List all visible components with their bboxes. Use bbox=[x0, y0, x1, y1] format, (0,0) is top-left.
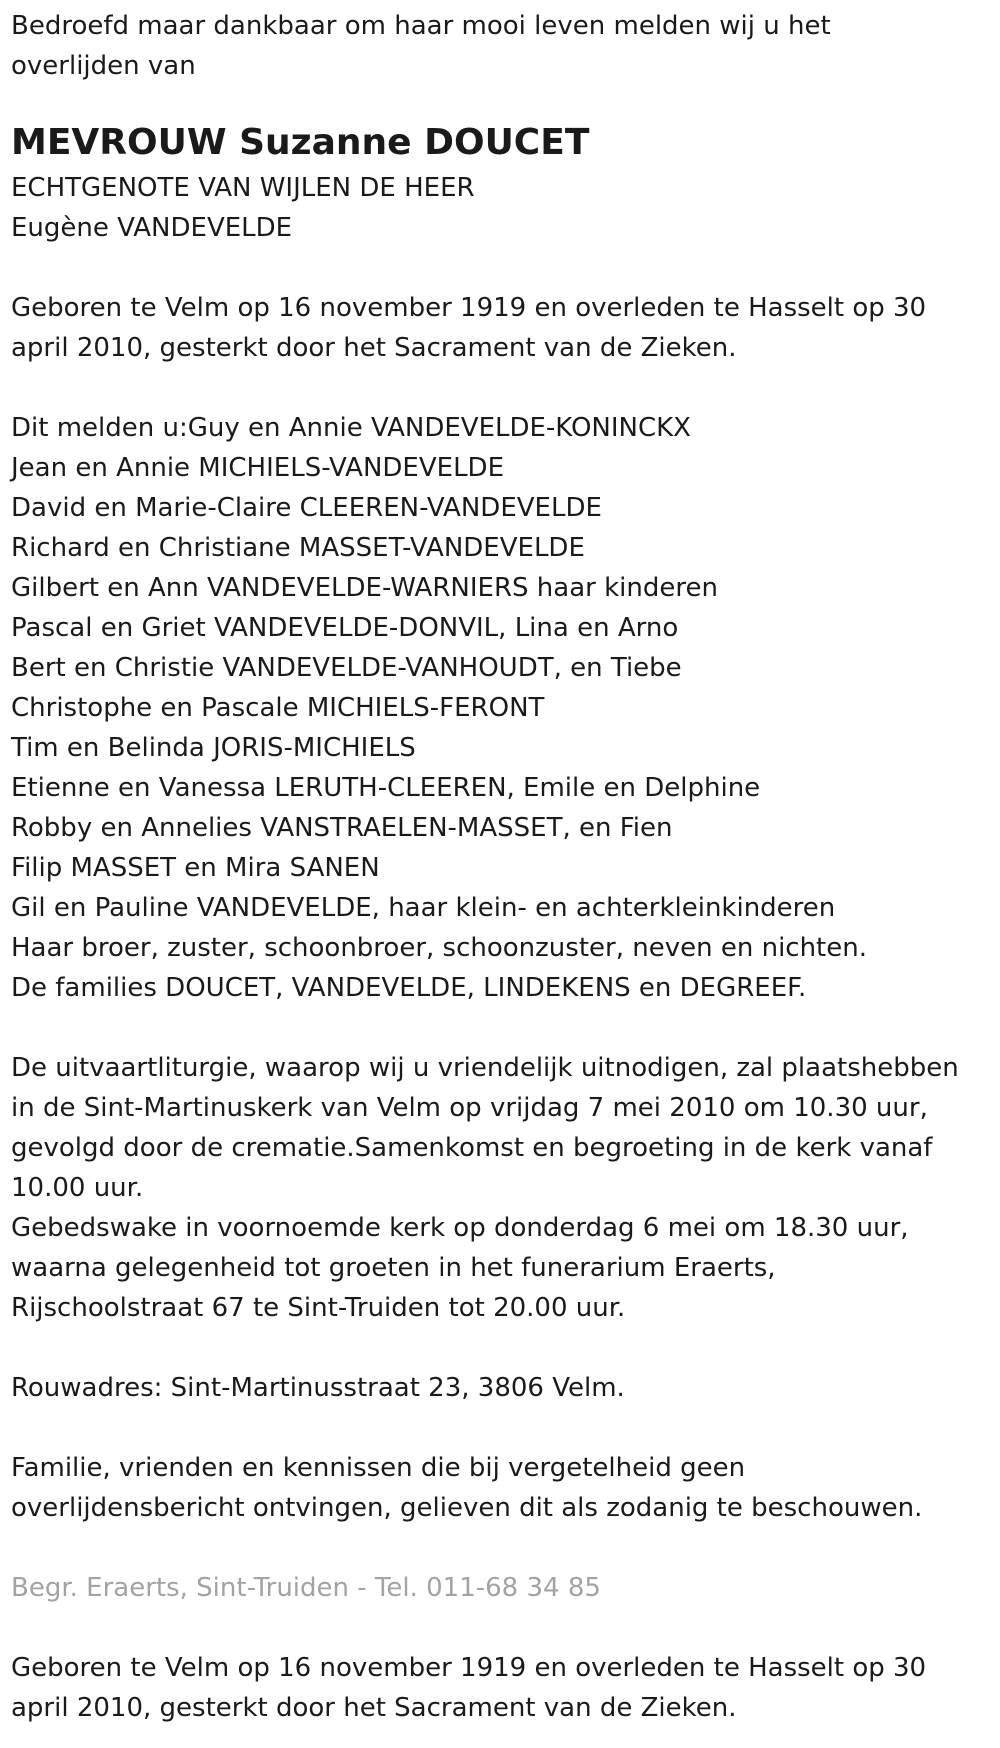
family-line: Gilbert en Ann VANDEVELDE-WARNIERS haar kinderen bbox=[11, 573, 718, 603]
family-line: Richard en Christiane MASSET-VANDEVELDE bbox=[11, 533, 585, 563]
mourning-address: Rouwadres: Sint-Martinusstraat 23, 3806 Velm. bbox=[11, 1373, 625, 1403]
funeral-line: De uitvaartliturgie, waarop wij u vriendelijk uitnodigen, zal plaatshebben bbox=[11, 1053, 959, 1083]
deceased-name: MEVROUW Suzanne DOUCET bbox=[11, 122, 590, 163]
spouse-line: Eugène VANDEVELDE bbox=[11, 213, 293, 243]
birth-death-line: april 2010, gesterkt door het Sacrament van de Zieken. bbox=[11, 1693, 737, 1723]
spacer bbox=[11, 1528, 986, 1568]
funeral-line: Gebedswake in voornoemde kerk op donderdag 6 mei om 18.30 uur, bbox=[11, 1213, 909, 1243]
family-line: Tim en Belinda JORIS-MICHIELS bbox=[11, 733, 416, 763]
intro-line: Bedroefd maar dankbaar om haar mooi leven melden wij u het bbox=[11, 11, 831, 41]
birth-death-line: Geboren te Velm op 16 november 1919 en overleden te Hasselt op 30 bbox=[11, 1653, 927, 1683]
spouse-section bbox=[11, 168, 986, 248]
family-line: Filip MASSET en Mira SANEN bbox=[11, 853, 380, 883]
funeral-line: gevolgd door de crematie.Samenkomst en begroeting in de kerk vanaf bbox=[11, 1133, 933, 1163]
birth-death-section bbox=[11, 288, 986, 368]
family-line: Robby en Annelies VANSTRAELEN-MASSET, en Fien bbox=[11, 813, 673, 843]
spacer bbox=[11, 1328, 986, 1368]
family-section bbox=[11, 408, 986, 1008]
spacer bbox=[11, 86, 986, 120]
family-line: Jean en Annie MICHIELS-VANDEVELDE bbox=[11, 453, 505, 483]
spacer bbox=[11, 1008, 986, 1048]
spacer bbox=[11, 1608, 986, 1648]
spacer bbox=[11, 1408, 986, 1448]
spacer bbox=[11, 248, 986, 288]
family-line: Christophe en Pascale MICHIELS-FERONT bbox=[11, 693, 545, 723]
funeral-line: 10.00 uur. bbox=[11, 1173, 144, 1203]
family-line: Dit melden u:Guy en Annie VANDEVELDE-KONINCKX bbox=[11, 413, 691, 443]
intro-section bbox=[11, 6, 986, 86]
family-line: Bert en Christie VANDEVELDE-VANHOUDT, en Tiebe bbox=[11, 653, 682, 683]
funeral-line: in de Sint-Martinuskerk van Velm op vrijdag 7 mei 2010 om 10.30 uur, bbox=[11, 1093, 928, 1123]
notice-line: overlijdensbericht ontvingen, gelieven dit als zodanig te beschouwen. bbox=[11, 1493, 923, 1523]
spouse-line: ECHTGENOTE VAN WIJLEN DE HEER bbox=[11, 173, 475, 203]
family-line: De families DOUCET, VANDEVELDE, LINDEKENS en DEGREEF. bbox=[11, 973, 807, 1003]
intro-line: overlijden van bbox=[11, 51, 196, 81]
spacer bbox=[11, 368, 986, 408]
funeral-line: waarna gelegenheid tot groeten in het funerarium Eraerts, bbox=[11, 1253, 776, 1283]
birth-death-line: april 2010, gesterkt door het Sacrament van de Zieken. bbox=[11, 333, 737, 363]
family-line: Haar broer, zuster, schoonbroer, schoonzuster, neven en nichten. bbox=[11, 933, 867, 963]
family-line: Etienne en Vanessa LERUTH-CLEEREN, Emile en Delphine bbox=[11, 773, 761, 803]
family-line: David en Marie-Claire CLEEREN-VANDEVELDE bbox=[11, 493, 602, 523]
funeral-section bbox=[11, 1048, 986, 1328]
family-line: Gil en Pauline VANDEVELDE, haar klein- en achterkleinkinderen bbox=[11, 893, 836, 923]
family-line: Pascal en Griet VANDEVELDE-DONVIL, Lina en Arno bbox=[11, 613, 679, 643]
notice-section bbox=[11, 1448, 986, 1528]
undertaker-contact: Begr. Eraerts, Sint-Truiden - Tel. 011-68 34 85 bbox=[11, 1573, 601, 1603]
notice-line: Familie, vrienden en kennissen die bij vergetelheid geen bbox=[11, 1453, 746, 1483]
funeral-line: Rijschoolstraat 67 te Sint-Truiden tot 20.00 uur. bbox=[11, 1293, 626, 1323]
birth-death-repeat-section bbox=[11, 1648, 986, 1728]
birth-death-line: Geboren te Velm op 16 november 1919 en overleden te Hasselt op 30 bbox=[11, 293, 927, 323]
